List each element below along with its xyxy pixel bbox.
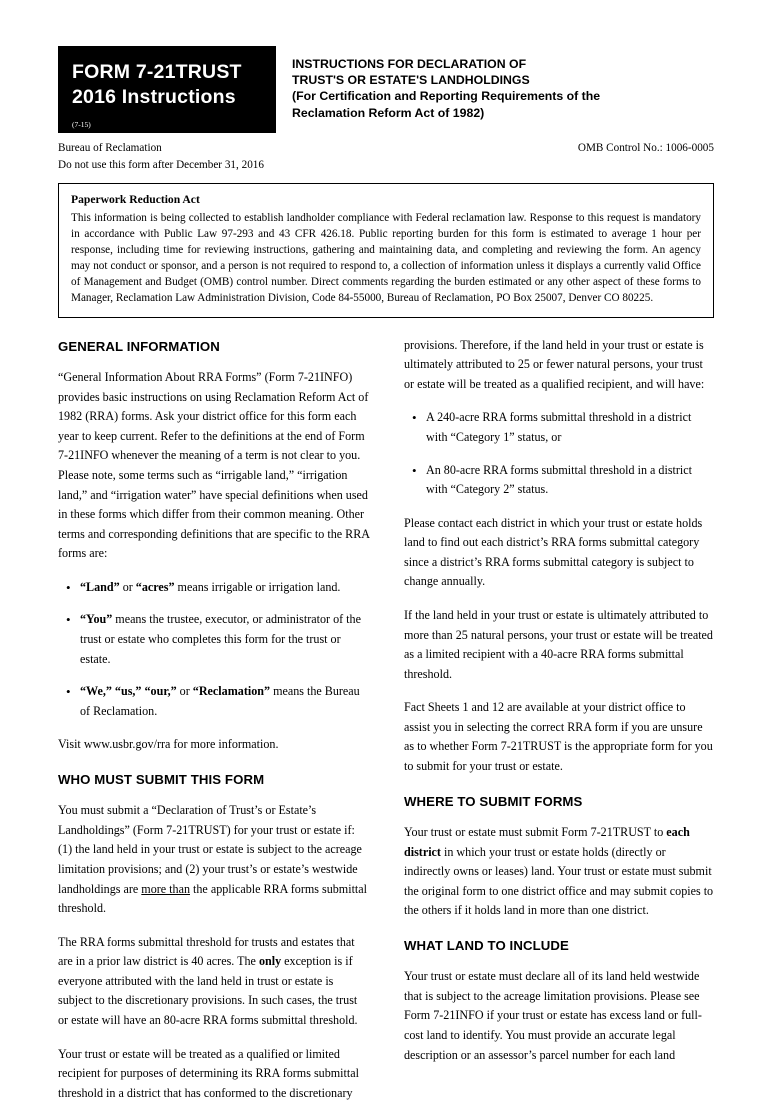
list-item — [80, 682, 370, 721]
definition-0: means irrigable or irrigation land. — [174, 579, 341, 594]
who-must-submit-text-a: You must submit a “Declaration of Trust’s or Estate’s Landholdings” (Form 7-21TRUST) for your trust or estate if: (1) the land held in your trust or estate is subject to the acreage limitation provisions; and (2) your trust’s or estate’s westwide landholdings are — [58, 803, 362, 896]
list-item: • An 80-acre RRA forms submittal threshold in a district with “Category 2” status. — [426, 461, 714, 500]
definition-2: means the Bureau of Reclamation. — [80, 684, 360, 718]
term-acres: “acres” — [135, 579, 175, 594]
paragraph-prior-law-threshold — [58, 933, 370, 1031]
left-column — [58, 336, 370, 1117]
paragraph-what-land-to-include: Your trust or estate must declare all of its land held westwide that is subject to the acreage limitation provisions. Please see Form 7-21INFO if your trust or estate has excess land or full-cost land to identify. You must provide an accurate legal description or an assessor’s parcel number for each land — [404, 969, 702, 1062]
term-reclamation: “Reclamation” — [192, 684, 271, 699]
body-columns — [58, 336, 714, 1117]
instructions-line-1: INSTRUCTIONS FOR DECLARATION OF — [292, 57, 527, 71]
form-revision-date: (7-15) — [72, 119, 91, 129]
agency-omb-line — [58, 140, 714, 173]
where-submit-text-a: Your trust or estate must submit Form 7-21TRUST to — [404, 825, 667, 840]
prior-law-emphasis: only — [258, 954, 282, 969]
term-land: “Land” — [80, 579, 120, 594]
paperwork-reduction-act-text: This information is being collected to establish landholder compliance with Federal reclamation law. Response to this request is mandatory in accordance with Public Law 97-293 and 43 CFR 426.18. Public reporting burden for this form is estimated to average 1 hour per response, including time for reviewing instructions, gathering and maintaining data, and completing and reviewing the form. An agency may not conduct or sponsor, and a person is not required to respond to, a collection of information unless it displays a currently valid Office of Management and Budget (OMB) control number. Direct comments regarding the burden estimated or any other aspect of these forms to Manager, Reclamation Law Administration Division, Code 84-55000, Bureau of Reclamation, PO Box 25007, Denver CO 80225. — [71, 212, 701, 304]
paragraph-contact-district: Please contact each district in which your trust or estate holds land to find out each district’s RRA forms submittal category since a district’s RRA forms submittal category is subject to change annually. — [404, 515, 703, 589]
instructions-line-4: Reclamation Reform Act of 1982) — [292, 105, 485, 120]
paragraph-where-to-submit — [404, 823, 714, 921]
form-expiration-notice: Do not use this form after December 31, 2016 — [58, 158, 264, 171]
definition-1: means the trustee, executor, or administrator of the trust or estate who completes this form for the trust or estate. — [80, 612, 361, 666]
instructions-line-3: (For Certification and Reporting Requirements of the — [292, 89, 601, 104]
document-page — [0, 46, 770, 1100]
who-must-submit-text-b: the applicable RRA forms submittal threshold. — [58, 881, 368, 916]
prior-law-text-b: exception is if everyone attributed with the land held in trust or estate is subject to the discretionary provisions. In such cases, the trust or estate will have an 80-acre RRA forms submittal threshold. — [58, 954, 358, 1028]
definitions-list — [58, 578, 370, 721]
heading-where-to-submit: WHERE TO SUBMIT FORMS — [404, 793, 583, 809]
paragraph-qualified-limited-recipient: Your trust or estate will be treated as a qualified or limited recipient for purposes of determining its RRA forms submittal threshold in a district that has conformed to the discretionary — [58, 1046, 359, 1100]
paragraph-fact-sheets: Fact Sheets 1 and 12 are available at your district office to assist you in selecting the correct RRA form if you are unsure as to whether Form 7-21TRUST is the appropriate form for you to submit for your trust or estate. — [404, 700, 713, 774]
paperwork-reduction-act-title: Paperwork Reduction Act — [71, 193, 200, 207]
omb-control-number: OMB Control No.: 1006-0005 — [577, 141, 714, 154]
paragraph-limited-recipient: If the land held in your trust or estate is ultimately attributed to more than 25 natural persons, your trust or estate will be treated as a limited recipient with a 40-acre RRA forms submittal threshold. — [404, 608, 713, 681]
term-we-us-our: “We,” “us,” “our,” — [80, 684, 177, 699]
heading-general-information: GENERAL INFORMATION — [58, 338, 220, 354]
paragraph-discretionary-provisions: provisions. Therefore, if the land held in your trust or estate is ultimately attributed to 25 or fewer natural persons, your trust or estate will be treated as a qualified recipient, and will have: — [404, 337, 705, 391]
heading-who-must-submit: WHO MUST SUBMIT THIS FORM — [58, 771, 265, 787]
list-item: • A 240-acre RRA forms submittal threshold in a district with “Category 1” status, or — [426, 408, 714, 447]
heading-what-land-to-include: WHAT LAND TO INCLUDE — [404, 937, 569, 953]
list-item — [80, 578, 370, 598]
document-header — [58, 46, 714, 133]
paragraph-who-must-submit — [58, 801, 370, 918]
term-you: “You” — [80, 612, 113, 627]
list-item — [80, 610, 370, 669]
right-column — [404, 336, 714, 1117]
where-submit-text-b: in which your trust or estate holds (directly or indirectly owns or leases) land. Your trust or estate must submit the original form to one district office and may submit copies to the others if it holds land in more than one district. — [404, 844, 714, 918]
where-submit-emphasis: each district — [404, 825, 690, 859]
instructions-line-2: TRUST'S OR ESTATE'S LANDHOLDINGS — [292, 73, 530, 88]
paragraph-general-info: “General Information About RRA Forms” (Form 7-21INFO) provides basic instructions on using Reclamation Reform Act of 1982 (RRA) forms. Ask your district office for this form each year to keep current. Refer to the definitions at the end of Form 7-21INFO whenever the meaning of a term is not clear to you. Please note, some terms such as “irrigable land,” “irrigation land,” and “irrigation water” have special definitions when used in these forms which differ from their common meaning. Other terms and corresponding definitions that are specific to the RRA forms are: — [58, 370, 370, 561]
form-year-instructions: 2016 Instructions — [72, 86, 236, 109]
form-number: FORM 7-21TRUST — [72, 61, 242, 83]
conjunction-2: or — [176, 684, 193, 699]
conjunction-0: or — [119, 579, 136, 594]
form-title-block — [58, 46, 276, 133]
paperwork-reduction-act-box — [58, 183, 714, 317]
who-must-submit-emphasis: more than — [141, 881, 190, 896]
prior-law-text-a: The RRA forms submittal threshold for trusts and estates that are in a prior law district is 40 acres. The — [58, 934, 355, 969]
paragraph-visit-website: Visit www.usbr.gov/rra for more information. — [58, 737, 279, 752]
agency-name: Bureau of Reclamation — [58, 141, 162, 154]
instructions-heading — [276, 46, 714, 133]
thresholds-list — [404, 408, 714, 499]
